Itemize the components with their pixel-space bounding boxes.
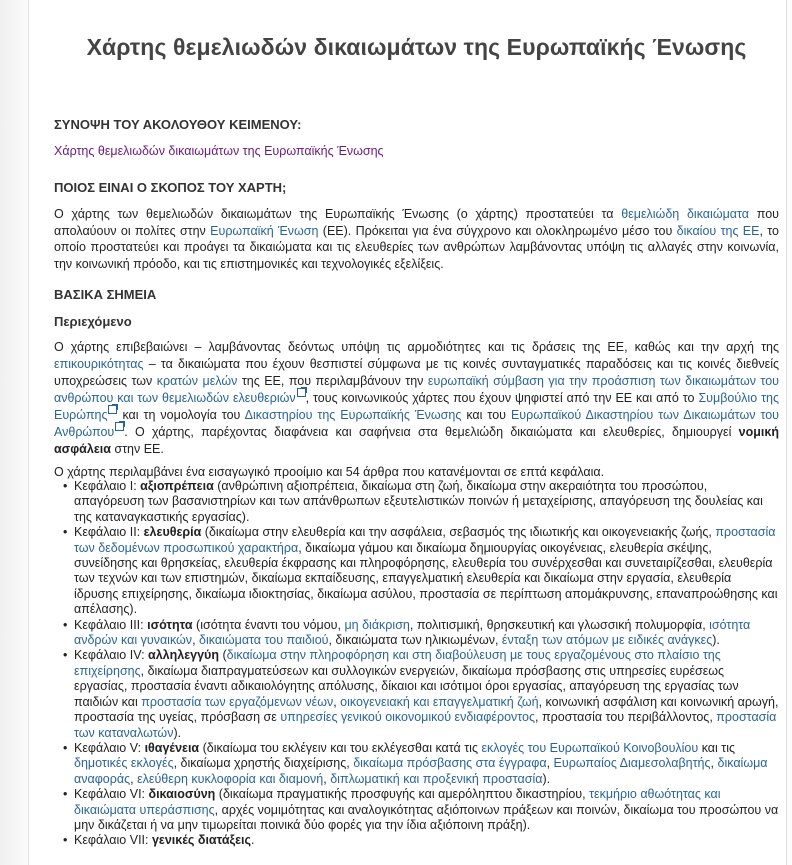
chapter-text: , <box>333 694 341 709</box>
text: και τη νομολογία του <box>117 408 245 422</box>
chapter-title: γενικές διατάξεις <box>151 833 251 848</box>
chapter-text: , κοινωνική ασφάλιση και κοινωνική αρωγή, προστασία της υγείας, πρόσβαση σε <box>74 694 779 725</box>
text: που απολαύουν οι πολίτες στην <box>54 207 779 238</box>
chapter-text: . <box>251 833 255 848</box>
chapter-link[interactable]: οικογενειακή και επαγγελματική ζωή <box>340 694 539 709</box>
chapter-text: (ανθρώπινη αξιοπρέπεια, δικαίωμα στη ζωή, δικαίωμα στην ακεραιότητα του προσώπου, απαγόρευση των βασανιστηρίων και των απάνθρωπων εξευτελιστικών ποινών ή μεταχείρισης, απαγόρευση της δουλείας και της καταναγκαστικής εργασίας). <box>74 479 763 524</box>
text: στην ΕΕ. <box>110 442 164 456</box>
chapter-label: Κεφάλαιο V: <box>74 740 145 755</box>
bullet-icon: • <box>63 525 68 540</box>
chapter-link[interactable]: ελεύθερη κυκλοφορία και διαμονή <box>137 771 324 786</box>
chapter-title: αλληλεγγύη <box>148 648 219 663</box>
chapter-link[interactable]: υπηρεσίες γενικού οικονομικού ενδιαφέροντος <box>280 710 536 725</box>
chapter-text: , προστασία του περιβάλλοντος, <box>535 710 717 725</box>
link-eu-law[interactable]: δικαίου της ΕΕ <box>676 223 760 238</box>
chapter-label: Κεφάλαιο IV: <box>74 648 149 663</box>
summary-link[interactable]: Χάρτης θεμελιωδών δικαιωμάτων της Ευρωπαϊκής Ένωσης <box>54 144 384 158</box>
summary-heading: ΣΥΝΟΨΗ ΤΟΥ ΑΚΟΛΟΥΘΟΥ ΚΕΙΜΕΝΟΥ: <box>54 117 302 132</box>
chapter-text: , δικαιώματα των ηλικιωμένων, <box>328 633 502 648</box>
external-link-icon <box>297 388 306 397</box>
chapter-link[interactable]: προστασία των εργαζόμενων νέων <box>141 694 334 709</box>
chapter-title: ιθαγένεια <box>144 740 200 755</box>
chapter-text: ). <box>542 771 551 786</box>
content-subheading: Περιεχόμενο <box>54 314 132 329</box>
text: και του <box>461 408 511 422</box>
chapter-link[interactable]: δημοτικές εκλογές <box>74 756 174 771</box>
chapter-link[interactable]: τεκμήριο αθωότητας και δικαιώματα υπεράσπισης <box>74 787 721 817</box>
text: της ΕΕ, που περιλαμβάνουν την <box>237 374 428 388</box>
chapter-text: (δικαίωμα του εκλέγειν και του εκλέγεσθαι κατά τις <box>199 740 482 755</box>
chapter-title: δικαιοσύνη <box>148 787 216 802</box>
text: (ΕΕ). Πρόκειται για ένα σύγχρονο και ολοκληρωμένο μέσο του <box>318 223 677 238</box>
chapter-link[interactable]: ισότητα ανδρών και γυναικών <box>74 617 751 648</box>
link-council-of-europe[interactable]: Συμβούλιο της Ευρώπης <box>54 391 779 422</box>
chapter-text: (ισότητα έναντι του νόμου, <box>192 617 345 632</box>
bullet-icon: • <box>63 648 68 663</box>
chapter-text: , πολιτισμική, θρησκευτική και γλωσσική πολυμορφία, <box>409 617 710 632</box>
link-member-states[interactable]: κρατών μελών <box>156 374 238 388</box>
text: . Ο χάρτης, παρέχοντας διαφάνεια και σαφήνεια στα θεμελιώδη δικαιώματα και ελευθερίες, δημιουργεί <box>124 425 739 439</box>
chapter-label: Κεφάλαιο VII: <box>74 833 152 848</box>
chapter-title: ισότητα <box>147 617 193 632</box>
external-link-icon <box>108 405 117 414</box>
chapter-text: (δικαίωμα πραγματικής προσφυγής και αμερόληπτου δικαστηρίου, <box>215 787 590 802</box>
chapter-text: ( <box>218 648 227 663</box>
chapter-item <box>54 787 779 833</box>
chapter-text: , δικαίωμα χρηστής διαχείρισης, <box>173 756 354 771</box>
text: , το οποίο προστατεύει και προάγει τα δικαιώματα και τις ελευθερίες των ανθρώπων λαμβάνοντας υπόψη τις αλλαγές στην κοινωνία, την κοινωνική πρόοδο, και τις επιστημονικές και τεχνολογικές εξελίξεις. <box>54 223 779 271</box>
chapter-text: , δικαίωμα διαπραγματεύσεων και συλλογικών ενεργειών, δικαίωμα πρόσβασης στις υπηρεσίες ευρέσεως εργασίας, προστασία έναντι αδικαιολόγητης απόλυσης, δίκαιοι και ισότιμοι όροι εργασίας, απαγόρευση της εργασίας των παιδιών και <box>74 663 739 709</box>
chapter-text: , <box>710 756 718 771</box>
chapter-link[interactable]: προστασία των δεδομένων προσωπικού χαρακτήρα <box>74 525 776 555</box>
link-european-union[interactable]: Ευρωπαϊκή Ένωση <box>210 223 319 238</box>
chapter-label: Κεφάλαιο I: <box>74 479 141 493</box>
link-fundamental-rights[interactable]: θεμελιώδη δικαιώματα <box>621 207 749 221</box>
chapter-title: αξιοπρέπεια <box>140 479 214 493</box>
chapter-link[interactable]: ένταξη των ατόμων με ειδικές ανάγκες <box>501 633 713 648</box>
chapter-text: , <box>192 633 200 648</box>
chapter-link[interactable]: Ευρωπαίος Διαμεσολαβητής <box>553 756 711 771</box>
bullet-icon: • <box>63 740 68 755</box>
chapter-text: , <box>130 771 138 786</box>
external-link-icon <box>115 422 124 431</box>
chapter-item <box>54 525 779 617</box>
link-court-of-justice[interactable]: Δικαστηρίου της Ευρωπαϊκής Ένωσης <box>244 408 462 422</box>
text: Ο χάρτης επιβεβαιώνει – λαμβάνοντας δεόντως υπόψη τις αρμοδιότητες και τις δράσεις της ΕΕ, καθώς και την αρχή της <box>54 340 779 354</box>
bullet-icon: • <box>63 617 68 632</box>
chapter-title: ελευθερία <box>143 525 202 540</box>
chapter-item <box>54 648 779 740</box>
chapter-link[interactable]: δικαιώματα του παιδιού <box>199 633 329 648</box>
chapter-link[interactable]: εκλογές του Ευρωπαϊκού Κοινοβουλίου <box>481 740 699 755</box>
bullet-icon: • <box>63 479 68 493</box>
page-title: Χάρτης θεμελιωδών δικαιωμάτων της Ευρωπαϊκής Ένωσης <box>86 34 747 60</box>
chapter-text: και τις <box>698 740 736 755</box>
chapter-text: , <box>546 756 554 771</box>
text: , τους κοινωνικούς χάρτες που έχουν ψηφιστεί από την ΕΕ και από το <box>305 391 699 405</box>
chapter-item <box>54 741 779 787</box>
content-paragraph <box>54 339 779 458</box>
chapter-text: (δικαίωμα στην ελευθερία και την ασφάλεια, σεβασμός της ιδιωτικής και οικογενειακής ζωής, <box>201 525 716 540</box>
chapters-intro: Ο χάρτης περιλαμβάνει ένα εισαγωγικό προοίμιο και 54 άρθρα που κατανέμονται σε επτά κεφάλαια. <box>54 465 605 479</box>
chapters-list <box>54 479 779 849</box>
purpose-paragraph <box>54 206 779 272</box>
link-subsidiarity[interactable]: επικουρικότητας <box>54 357 144 371</box>
purpose-heading: ΠΟΙΟΣ ΕΙΝΑΙ Ο ΣΚΟΠΟΣ ΤΟΥ ΧΑΡΤΗ; <box>54 180 287 195</box>
link-echr-court[interactable]: Ευρωπαϊκού Δικαστηρίου των Δικαιωμάτων του Ανθρώπου <box>54 408 779 439</box>
text: – τα δικαιώματα που έχουν θεσπιστεί σύμφωνα με τις κοινές συνταγματικές παραδόσεις και τις κοινές διεθνείς υποχρεώσεις των <box>54 357 779 388</box>
chapter-label: Κεφάλαιο III: <box>74 617 148 632</box>
document-page <box>28 0 787 865</box>
chapter-text: , δικαίωμα γάμου και δικαίωμα δημιουργίας οικογένειας, ελευθερία σκέψης, συνείδησης και θρησκείας, ελευθερία έκφρασης και πληροφόρησης, ελευθερία του συνέρχεσθαι και συνεταιρίζεσθαι, ελευθερία των τεχνών και των επιστημών, δικαίωμα εκπαίδευσης, επαγγελματική ελευθερία και δικαίωμα στην εργασία, ελευθερία ίδρυσης επιχείρησης, δικαίωμα ιδιοκτησίας, δικαίωμα ασύλου, προστασία σε περίπτωση απομάκρυνσης, επαναπροώθησης και απέλασης). <box>74 540 778 617</box>
chapter-link[interactable]: δικαίωμα αναφοράς <box>74 756 768 786</box>
chapter-text: ). <box>712 633 720 648</box>
text: Ο χάρτης των θεμελιωδών δικαιωμάτων της Ευρωπαϊκής Ένωσης (ο χάρτης) προστατεύει τα <box>54 207 622 221</box>
chapter-item <box>54 618 779 649</box>
chapter-link[interactable]: μη διάκριση <box>344 617 410 632</box>
bullet-icon: • <box>63 787 68 802</box>
chapter-text: , αρχές νομιμότητας και αναλογικότητας αξιόποινων πράξεων και ποινών, δικαίωμα του προσώπου να μην δικάζεται ή να μην τιμωρείται ποινικά δύο φορές για την ίδια αξιόποινη πράξη). <box>74 802 779 832</box>
chapter-label: Κεφάλαιο II: <box>74 525 144 540</box>
page-shadow <box>0 0 28 865</box>
chapter-link[interactable]: προστασία των καταναλωτών <box>74 710 777 740</box>
bold-legal-certainty: νομική ασφάλεια <box>54 425 779 456</box>
chapter-link[interactable]: δικαίωμα στην πληροφόρηση και στη διαβούλευση με τους εργαζομένους στο πλαίσιο της επιχείρησης <box>74 648 721 678</box>
chapter-label: Κεφάλαιο VI: <box>74 787 149 802</box>
chapter-text: ). <box>173 725 182 740</box>
chapter-link[interactable]: δικαίωμα πρόσβασης στα έγγραφα <box>353 756 547 771</box>
bullet-icon: • <box>63 833 68 848</box>
chapter-text: , <box>323 771 331 786</box>
chapter-item <box>54 833 779 848</box>
link-echr[interactable]: ευρωπαϊκή σύμβαση για την προάσπιση των δικαιωμάτων του ανθρώπου και των θεμελιωδών ελευθεριών <box>54 374 779 405</box>
key-points-heading: ΒΑΣΙΚΑ ΣΗΜΕΙΑ <box>54 287 157 302</box>
chapter-link[interactable]: διπλωματική και προξενική προστασία <box>330 771 543 786</box>
chapter-item <box>54 479 779 525</box>
